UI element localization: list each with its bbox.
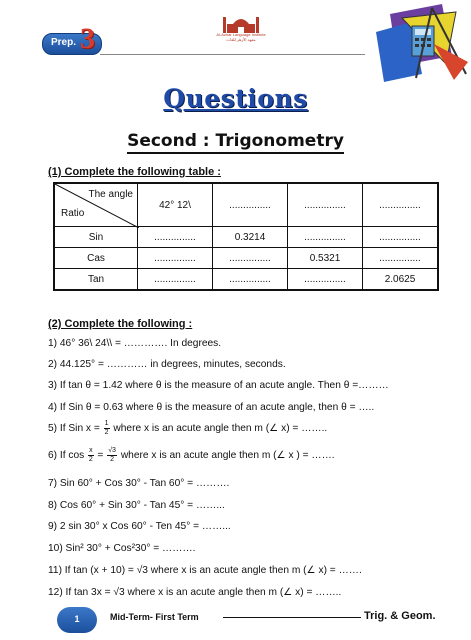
table-corner-cell [54, 183, 138, 227]
question-8: 8) Cos 60° + Sin 30° - Tan 45° = ……... [48, 500, 225, 511]
badge-number: 3 [80, 22, 95, 55]
page-title: Questions [163, 84, 308, 113]
footer-divider [223, 617, 361, 618]
footer-subject-label: Trig. & Geom. [364, 610, 436, 622]
section-subtitle: Second : Trigonometry [0, 131, 471, 151]
table-row [54, 227, 438, 248]
question-12: 12) If tan 3x = √3 where x is an acute angle then m (∠ x) = …….. [48, 587, 342, 598]
corner-label-ratio: Ratio [61, 208, 85, 219]
mosque-logo-icon [213, 14, 269, 34]
table-cell: ............... [288, 227, 363, 248]
table-cell: ............... [213, 269, 288, 291]
header-divider [250, 54, 365, 55]
question-2: 2) 44.125° = ………… in degrees, minutes, seconds. [48, 359, 286, 370]
table-cell: ............... [288, 269, 363, 291]
fraction: $\frac{x}{2}$ [88, 447, 93, 463]
table-cell: ............... [288, 183, 363, 227]
row-label: Tan [54, 269, 138, 291]
row-label: Cas [54, 248, 138, 269]
question-9: 9) 2 sin 30° x Cos 60° - Ten 45° = ……... [48, 521, 231, 532]
table-cell: ............... [363, 248, 439, 269]
table-cell: 2.0625 [363, 269, 439, 291]
row-label: Sin [54, 227, 138, 248]
footer-term-label: Mid-Term- First Term [110, 612, 199, 622]
trig-table [53, 182, 439, 291]
table-cell: ............... [138, 269, 213, 291]
question-11: 11) If tan (x + 10) = √3 where x is an acute angle then m (∠ x) = ……. [48, 565, 362, 576]
question-7: 7) Sin 60° + Cos 30° - Tan 60° = ………. [48, 478, 230, 489]
table-cell: ............... [363, 183, 439, 227]
table-row [54, 248, 438, 269]
grade-badge [42, 22, 100, 56]
institute-logo [213, 14, 269, 40]
section2-heading: (2) Complete the following : [48, 318, 193, 330]
header-divider [100, 54, 250, 55]
question-5: 5) If Sin x = $\frac{1}{2}$ where x is an acute angle then m (∠ x) = …….. [48, 420, 328, 436]
badge-label: Prep. [51, 37, 77, 48]
table-cell: ............... [138, 227, 213, 248]
question-6: 6) If cos $\frac{x}{2}$ = $\frac{√3}{2}$ where x is an acute angle then m (∠ x ) = ……. [48, 447, 335, 463]
question-1: 1) 46° 36\ 24\\ = …………. In degrees. [48, 338, 222, 349]
page-number-badge: 1 [57, 607, 97, 633]
table-row [54, 269, 438, 291]
table-cell: 42° 12\ [138, 183, 213, 227]
table-cell: 0.5321 [288, 248, 363, 269]
question-3: 3) If tan θ = 1.42 where θ is the measure of an acute angle. Then θ =……… [48, 380, 389, 391]
table-row [54, 183, 438, 227]
table-cell: ............... [213, 183, 288, 227]
question-10: 10) Sin² 30° + Cos²30° = ………. [48, 543, 196, 554]
table-cell: ............... [213, 248, 288, 269]
fraction: $\frac{1}{2}$ [104, 420, 109, 436]
logo-text-arabic: معهد الأزهر للغات [226, 37, 256, 42]
logo-text: Al-Azhar Language Institute [216, 32, 266, 37]
table-cell: ............... [138, 248, 213, 269]
table-cell: 0.3214 [213, 227, 288, 248]
section1-heading: (1) Complete the following table : [48, 166, 221, 178]
question-4: 4) If Sin θ = 0.63 where θ is the measure of an acute angle, then θ = ….. [48, 402, 375, 413]
corner-label-angle: The angle [88, 189, 133, 200]
geometry-tools-illustration-icon [372, 4, 470, 84]
fraction: $\frac{√3}{2}$ [108, 447, 116, 463]
table-cell: ............... [363, 227, 439, 248]
